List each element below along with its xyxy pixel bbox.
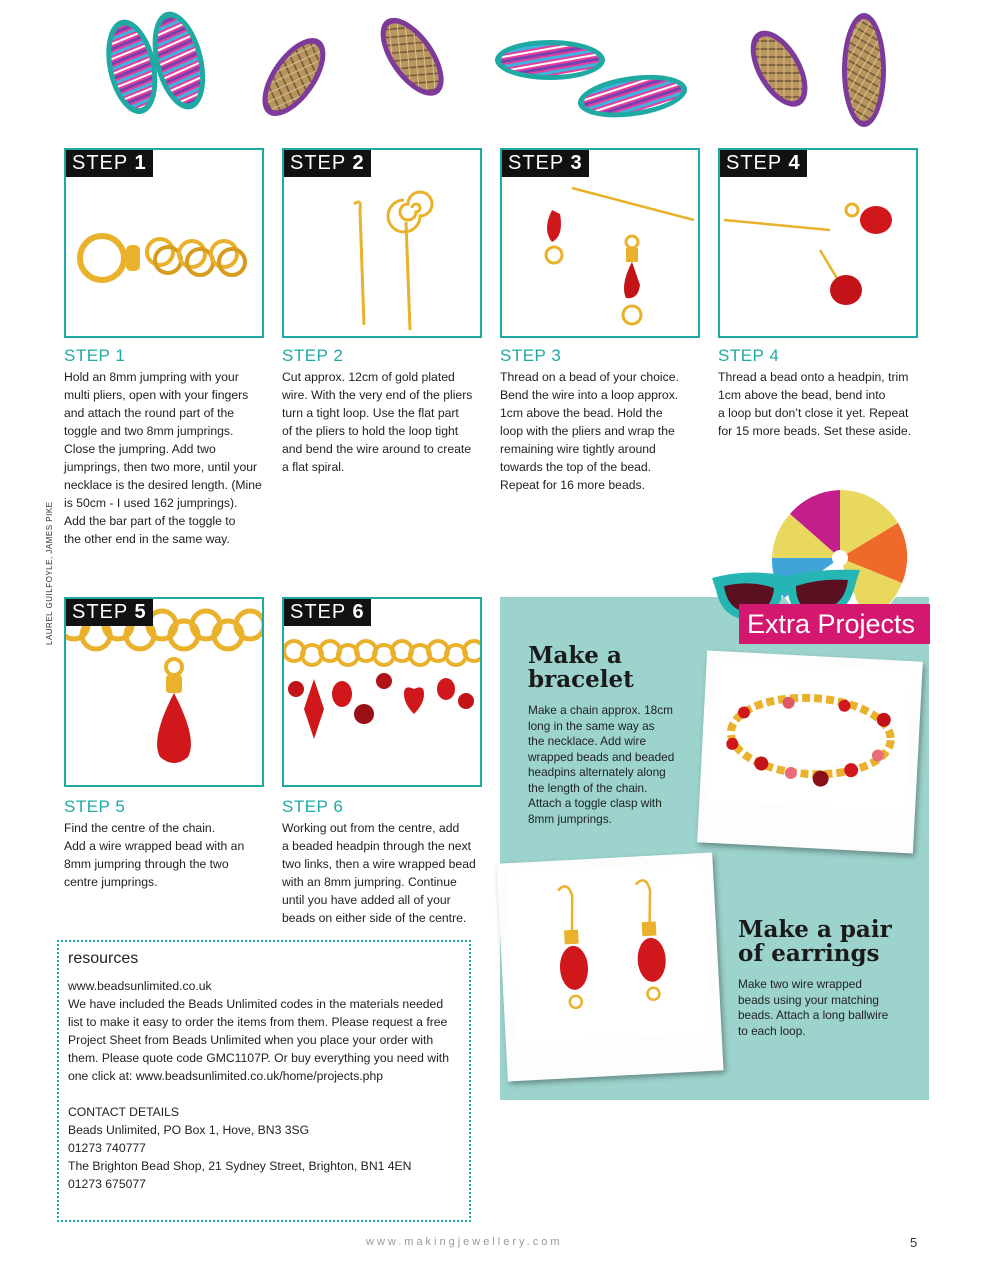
step-1-photo bbox=[64, 148, 264, 338]
chain-pendant-image bbox=[66, 599, 262, 785]
resources-title: resources bbox=[68, 950, 139, 967]
bracelet-text: Make a chain approx. 18cm long in the same way as the necklace. Add wire wrapped beads and beaded headpins alternately along the length of the chain. Attach a toggle clasp with 8mm jumprings. bbox=[528, 703, 675, 826]
step-5-title: STEP 5 bbox=[64, 797, 126, 816]
bracelet-image bbox=[697, 650, 923, 853]
step-3-text: Thread on a bead of your choice. Bend the wire into a loop approx. 1cm above the bead. Hold the loop with the pliers and wrap the remaining wire tightly around towards the top of the bead. Repeat for 16 more beads. bbox=[500, 370, 679, 492]
flip-flop-icon bbox=[739, 21, 819, 116]
flip-flops-illustration bbox=[0, 0, 981, 140]
wire-spiral-image bbox=[284, 150, 480, 336]
step-5-photo bbox=[64, 597, 264, 787]
step-5-text: Find the centre of the chain. Add a wire wrapped bead with an 8mm jumpring through the two centre jumprings. bbox=[64, 821, 245, 889]
beaded-chain-image bbox=[284, 599, 480, 785]
step-2-title: STEP 2 bbox=[282, 346, 344, 365]
step-3-photo bbox=[500, 148, 700, 338]
step-3-title: STEP 3 bbox=[500, 346, 562, 365]
step-6-tag: STEP 6 bbox=[284, 599, 371, 626]
step-4-photo bbox=[718, 148, 918, 338]
step-1-title: STEP 1 bbox=[64, 346, 126, 365]
step-1-text: Hold an 8mm jumpring with your multi pliers, open with your fingers and attach the round part of the toggle and two 8mm jumprings. Close the jumpring. Add two jumprings, then two more, until your necklace is the desired length. (Mine is 50cm - I used 162 jumprings). Add the bar part of the toggle to the other end in the same way. bbox=[64, 370, 262, 546]
wrapped-bead-image bbox=[502, 150, 698, 336]
step-6-title: STEP 6 bbox=[282, 797, 344, 816]
page-number: 5 bbox=[910, 1235, 918, 1250]
step-6-photo bbox=[282, 597, 482, 787]
flip-flop-icon bbox=[495, 40, 605, 80]
earrings-image bbox=[496, 852, 723, 1081]
bracelet-photo bbox=[697, 650, 923, 853]
photo-credit: LAUREL GUILFOYLE, JAMES PIKE bbox=[45, 501, 54, 645]
extra-projects-banner: Extra Projects bbox=[739, 604, 930, 644]
step-4-tag: STEP 4 bbox=[720, 150, 807, 177]
resources-box bbox=[57, 940, 471, 1222]
earrings-text: Make two wire wrapped beads using your matching beads. Attach a long ballwire to each loop. bbox=[738, 977, 889, 1038]
flip-flop-icon bbox=[368, 7, 456, 106]
earrings-title: Make a pair of earrings bbox=[738, 916, 892, 967]
step-5-tag: STEP 5 bbox=[66, 599, 153, 626]
step-2-text: Cut approx. 12cm of gold plated wire. With the very end of the pliers turn a tight loop. Use the flat part of the pliers to hold the loop tight and bend the wire around to create a flat spiral. bbox=[282, 370, 473, 474]
step-2-tag: STEP 2 bbox=[284, 150, 371, 177]
step-4-title: STEP 4 bbox=[718, 346, 780, 365]
step-6-text: Working out from the centre, add a beaded headpin through the next two links, then a wire wrapped bead with an 8mm jumpring. Continue until you have added all of your beads on either side of the centre. bbox=[282, 821, 476, 925]
footer-url[interactable]: www.makingjewellery.com bbox=[366, 1236, 563, 1248]
step-2-photo bbox=[282, 148, 482, 338]
resources-text: www.beadsunlimited.co.uk We have included the Beads Unlimited codes in the materials needed list to make it easy to order the items from them. Please request a free Project Sheet from Beads Unlimited when you place your order with them. Please quote code GMC1107P. Or buy everything you need with one click at: www.beadsunlimited.co.uk/home/projects.php CONTACT DETAILS Beads Unlimited, PO Box 1, Hove, BN3 3SG 01273 740777 The Brighton Bead Shop, 21 Sydney Street, Brighton, BN1 4EN 01273 675077 bbox=[68, 977, 464, 1193]
headpin-bead-image bbox=[720, 150, 916, 336]
flip-flop-icon bbox=[575, 69, 689, 124]
jumpring-chain-image bbox=[66, 150, 262, 336]
earrings-photo bbox=[496, 852, 723, 1081]
bracelet-title: Make a bracelet bbox=[528, 642, 634, 693]
flip-flop-icon bbox=[842, 13, 886, 127]
step-1-tag: STEP 1 bbox=[66, 150, 153, 177]
step-4-text: Thread a bead onto a headpin, trim 1cm above the bead, bend into a loop but don’t close it yet. Repeat for 15 more beads. Set these aside. bbox=[718, 370, 912, 438]
resources-link[interactable]: www.beadsunlimited.co.uk bbox=[68, 979, 212, 993]
flip-flop-icon bbox=[250, 28, 338, 127]
step-3-tag: STEP 3 bbox=[502, 150, 589, 177]
